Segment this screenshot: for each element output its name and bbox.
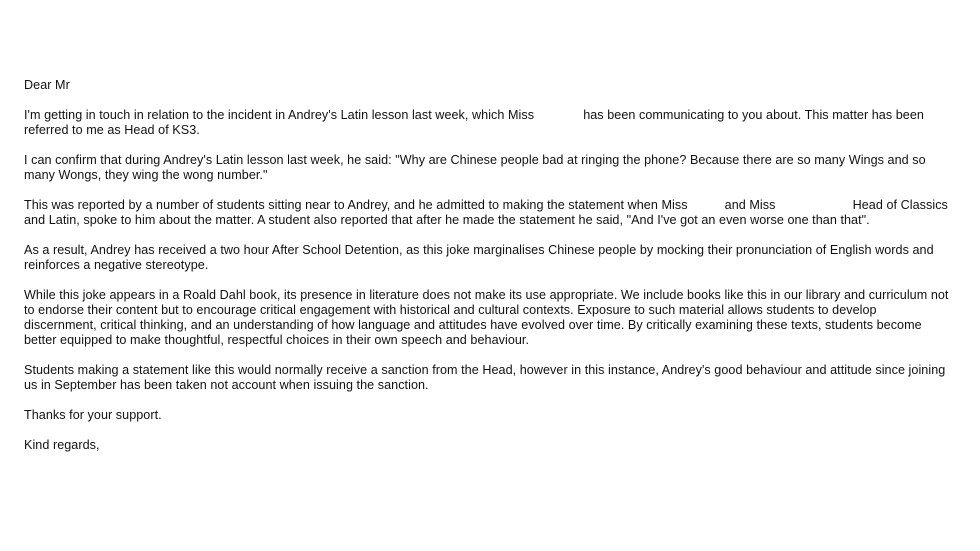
redacted-name bbox=[73, 78, 143, 90]
redacted-name bbox=[691, 198, 721, 210]
paragraph-report-part3: Head of Classics and Latin, spoke to him about the matter. A student also reported that after he made the statement he said, "And I've got an even worse one than that". bbox=[24, 198, 948, 227]
salutation bbox=[24, 78, 949, 93]
paragraph-sanction: As a result, Andrey has received a two hour After School Detention, as this joke marginalises Chinese people by mocking their pronunciation of English words and reinforces a negative stereotype. bbox=[24, 243, 934, 272]
paragraph-incident-part1: I'm getting in touch in relation to the incident in Andrey's Latin lesson last week, which Miss bbox=[24, 108, 535, 122]
salutation-text: Dear Mr bbox=[24, 78, 70, 92]
signoff-line: Kind regards, bbox=[24, 438, 100, 452]
redacted-name bbox=[538, 108, 580, 120]
paragraph-report-part1: This was reported by a number of students sitting near to Andrey, and he admitted to making the statement when Miss bbox=[24, 198, 688, 212]
paragraph-literature: While this joke appears in a Roald Dahl book, its presence in literature does not make its use appropriate. We include books like this in our library and curriculum not to endorse their content but to encourage critical engagement with historical and cultural contexts. Exposure to such material allows students to develop discernment, critical thinking, and an understanding of how language and attitudes have evolved over time. By critically examining these texts, students become better equipped to make thoughtful, respectful choices in their own speech and behaviour. bbox=[24, 288, 949, 347]
paragraph-report-part2: and Miss bbox=[724, 198, 776, 212]
redacted-name bbox=[779, 198, 849, 210]
paragraph-report bbox=[24, 198, 949, 228]
paragraph-behaviour: Students making a statement like this would normally receive a sanction from the Head, however in this instance, Andrey's good behaviour and attitude since joining us in September has been taken not account when issuing the sanction. bbox=[24, 363, 946, 392]
letter-body bbox=[24, 78, 949, 489]
paragraph-incident-part2: has been communicating to you about. This matter has been referred to me as Head of KS3. bbox=[24, 108, 924, 137]
thanks-line: Thanks for your support. bbox=[24, 408, 162, 422]
redacted-signature bbox=[24, 467, 949, 489]
paragraph-incident bbox=[24, 108, 949, 138]
paragraph-joke-quote: I can confirm that during Andrey's Latin lesson last week, he said: "Why are Chinese people bad at ringing the phone? Because there are so many Wings and so many Wongs, they wing the wong number." bbox=[24, 153, 926, 182]
